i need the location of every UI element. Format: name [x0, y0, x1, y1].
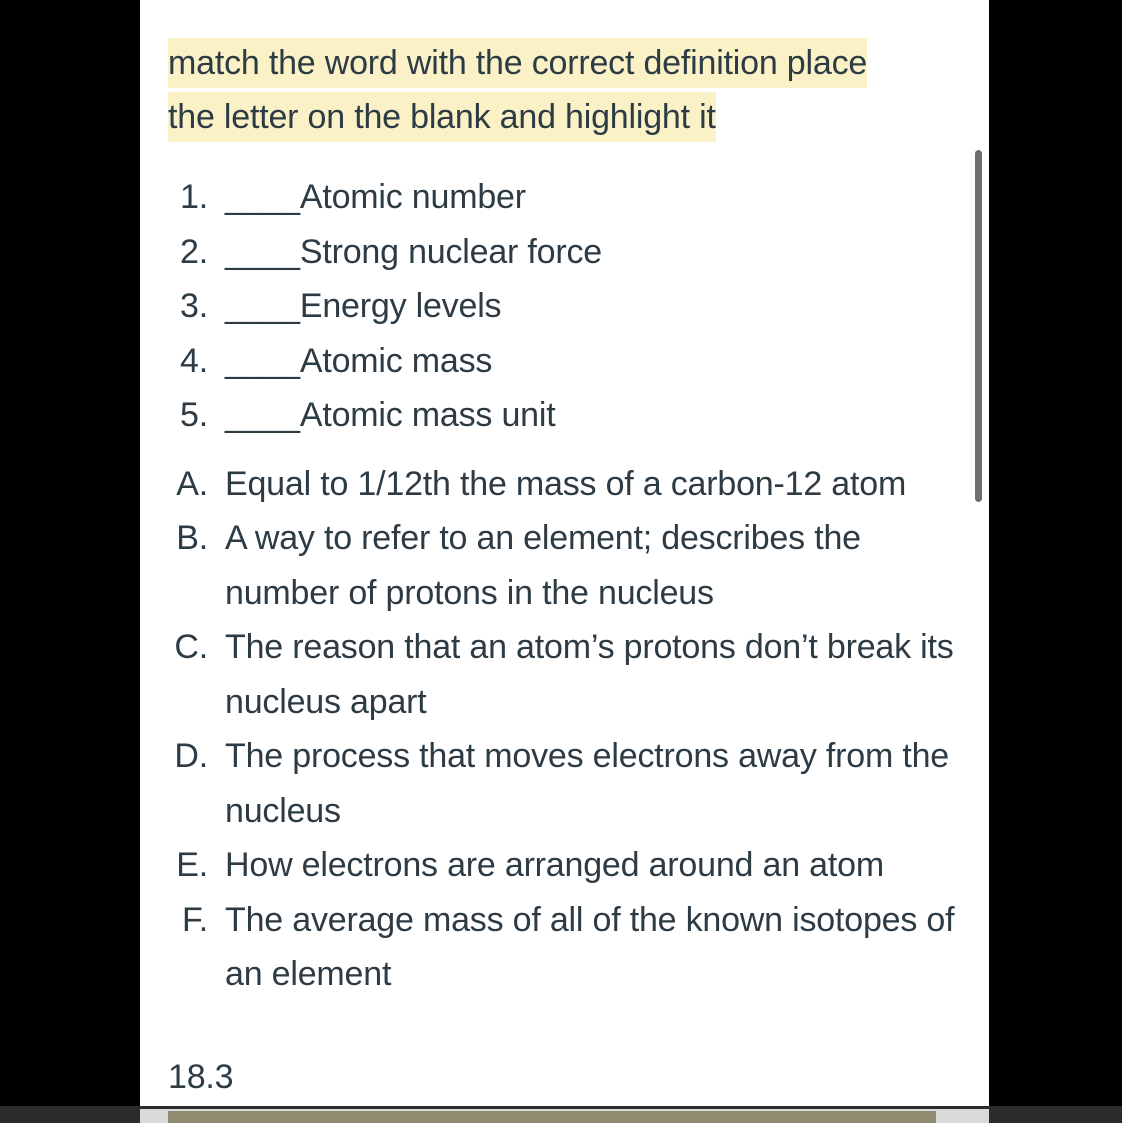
definitions-list [168, 457, 968, 1002]
instructions [168, 36, 948, 144]
term-number: 1. [180, 178, 208, 216]
next-page-highlight [168, 1111, 936, 1123]
definition-letter: E. [176, 846, 208, 884]
definition-text: How electrons are arranged around an atom [225, 846, 884, 884]
definition-letter: F. [181, 900, 208, 939]
definition-letter: D. [174, 737, 208, 775]
definition-text: The process that moves electrons away from the nucleus [225, 737, 950, 830]
term-number: 3. [180, 287, 208, 325]
list-item [168, 334, 968, 389]
term-number: 2. [180, 232, 208, 271]
term-label: Atomic mass unit [299, 396, 556, 434]
list-item [168, 620, 965, 729]
list-item [168, 225, 968, 280]
instructions-line-2: the letter on the blank and highlight it [168, 92, 716, 142]
next-page-edge [0, 1106, 1122, 1123]
list-item [168, 511, 965, 620]
definition-text: The average mass of all of the known isotopes of an element [225, 900, 955, 993]
term-label: Strong nuclear force [299, 232, 603, 271]
definition-text: The reason that an atom’s protons don’t break its nucleus apart [225, 628, 954, 721]
list-item [168, 838, 965, 893]
definition-letter: A. [176, 464, 208, 503]
definition-letter: B. [176, 519, 208, 557]
instructions-line-1: match the word with the correct definition place [168, 38, 867, 88]
definition-text: A way to refer to an element; describes the number of protons in the nucleus [225, 519, 861, 612]
document-page [140, 0, 989, 1108]
definition-text: Equal to 1/12th the mass of a carbon-12 atom [225, 464, 907, 503]
answer-blank[interactable]: ____ [225, 396, 300, 434]
answer-blank[interactable]: ____ [225, 232, 300, 271]
answer-blank[interactable]: ____ [225, 287, 300, 325]
term-label: Atomic mass [299, 341, 493, 380]
term-number: 4. [180, 341, 208, 380]
term-label: Atomic number [299, 178, 526, 216]
definition-letter: C. [174, 628, 208, 666]
document-content [168, 36, 968, 1104]
term-label: Energy levels [299, 287, 502, 325]
answer-blank[interactable]: ____ [225, 178, 300, 216]
list-item [168, 457, 965, 512]
term-number: 5. [180, 396, 208, 434]
page-number: 18.3 [168, 1057, 234, 1096]
list-item [168, 729, 965, 838]
list-item [168, 170, 968, 225]
scrollbar-thumb[interactable] [975, 150, 982, 502]
answer-blank[interactable]: ____ [225, 341, 300, 380]
list-item [168, 388, 968, 443]
list-item [168, 893, 965, 1002]
list-item [168, 279, 968, 334]
terms-list [168, 170, 968, 443]
